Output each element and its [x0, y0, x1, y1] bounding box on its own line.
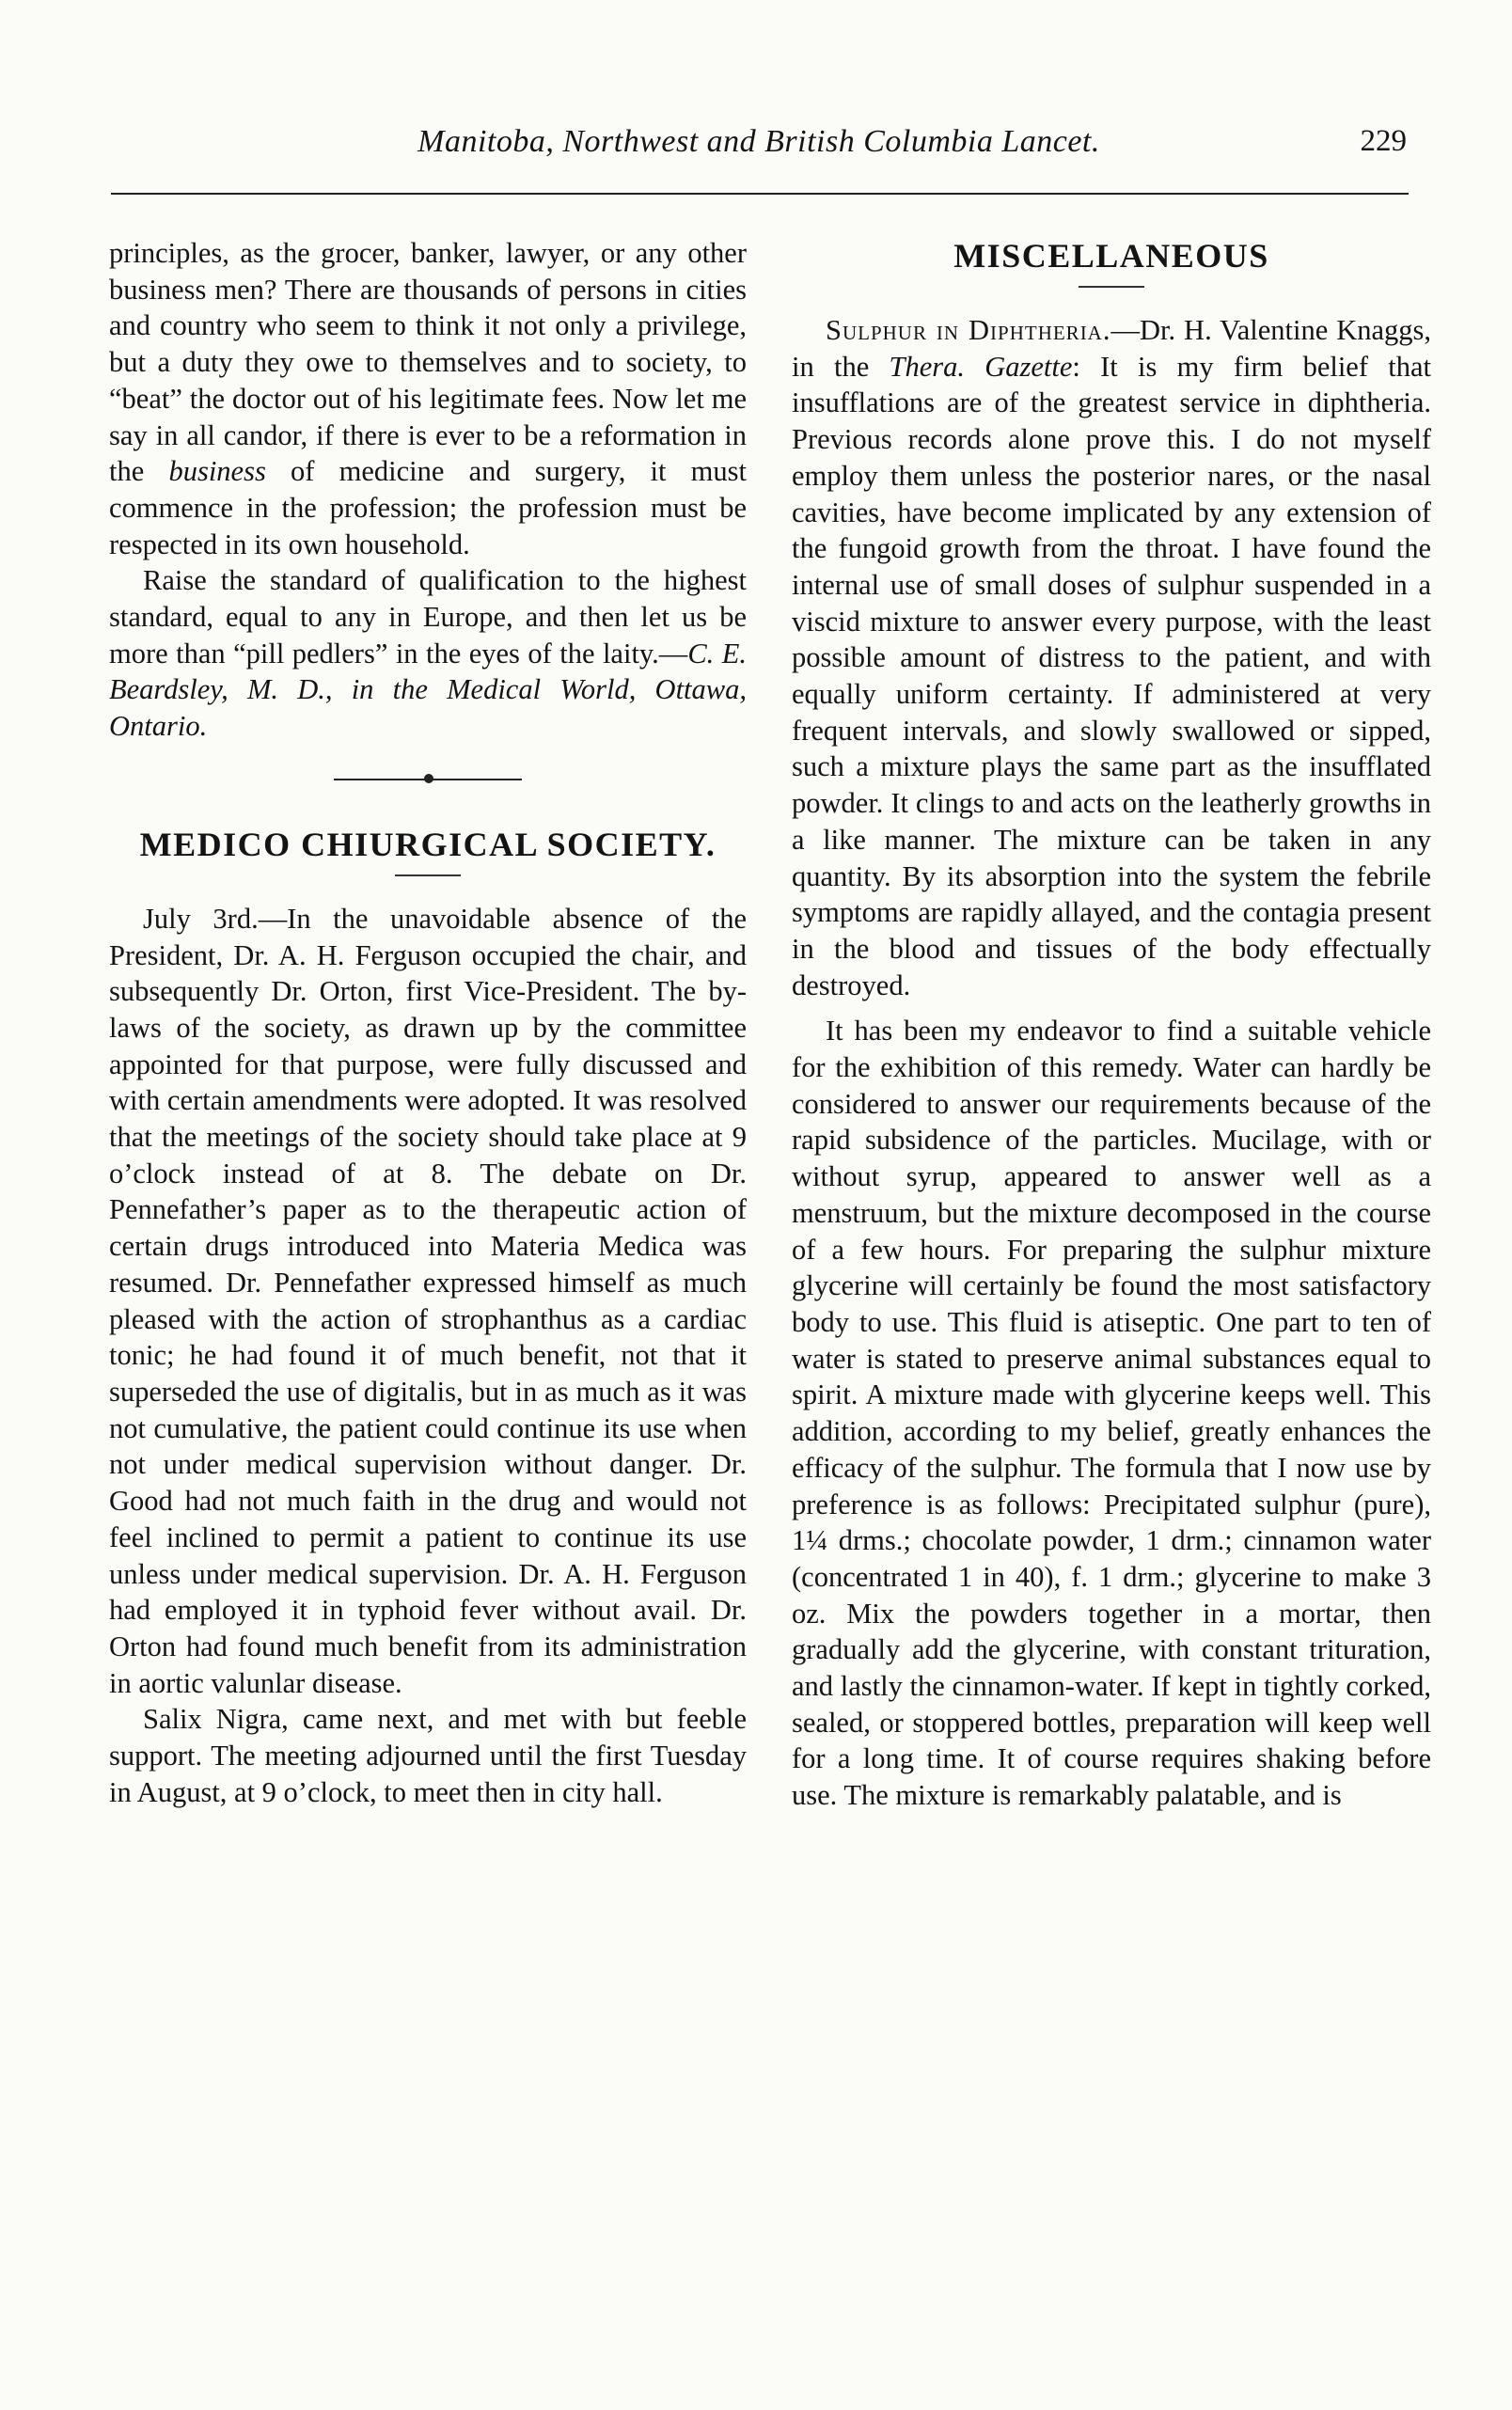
- paragraph-vehicle: It has been my endeavor to find a suitable vehicle for the exhibition of this remedy. Water can hardly be considered to answer our requirements because of the rapid subsidence of the particles. Mucilage, with or without syrup, appeared to answer well as a menstruum, but the mixture decomposed in the course of a few hours. For preparing the sulphur mixture glycerine will certainly be found the most satisfactory body to use. This fluid is atiseptic. One part to ten of water is stated to preserve animal substances equal to spirit. A mixture made with glycerine keeps well. This addition, according to my belief, greatly enhances the efficacy of the sulphur. The formula that I now use by preference is as follows: Precipitated sulphur (pure), 1¼ drms.; chocolate powder, 1 drm.; cinnamon water (concentrated 1 in 40), f. 1 drm.; glycerine to make 3 oz. Mix the powders together in a mortar, then gradually add the glycerine, with constant trituration, and lastly the cinnamon-water. If kept in tightly corked, sealed, or stoppered bottles, preparation will keep well for a long time. It of course requires shaking before use. The mixture is remarkably palatable, and is: [792, 1015, 1431, 1812]
- running-head: [111, 124, 1407, 171]
- article-lead: Sulphur in Diphtheria.: [826, 314, 1111, 346]
- header-rule: [111, 193, 1409, 195]
- ornament-divider: [334, 773, 522, 786]
- left-column: [109, 235, 747, 1810]
- paragraph-sulphur-diphtheria: Sulphur in Diphtheria.—Dr. H. Valentine Knaggs, in the Thera. Gazette: It is my firm belief that insufflations are of the greatest service in diphtheria. Previous records alone prove this. I do not myself employ them unless the posterior nares, or the nasal cavities, have become implicated by any extension of the fungoid growth from the throat. I have found the internal use of small doses of sulphur suspended in a viscid mixture to answer every purpose, with the least possible amount of distress to the patient, and with equally uniform certainty. If administered at very frequent intervals, and slowly swallowed or sipped, such a mixture plays the same part as the insufflated powder. It clings to and acts on the leatherly growths in a like manner. The mixture can be taken in any quantity. By its absorption into the system the febrile symptoms are rapidly allayed, and the contagia present in the blood and tissues of the body effectually destroyed.: [792, 314, 1431, 1001]
- right-column: [792, 235, 1431, 1814]
- emphasis-business: business: [168, 455, 266, 488]
- paragraph-salix-nigra: Salix Nigra, came next, and met with but feeble support. The meeting adjourned until the first Tuesday in August, at 9 o’clock, to meet then in city hall.: [109, 1703, 747, 1808]
- paragraph-principles: principles, as the grocer, banker, lawyer, or any other business men? There are thousands of persons in cities and country who seem to think it not only a privilege, but a duty they owe to themselves and to society, to “beat” the doctor out of his legitimate fees. Now let me say in all candor, if there is ever to be a reformation in the business of medicine and surgery, it must commence in the profession; the profession must be respected in its own household.: [109, 237, 747, 560]
- running-title: Manitoba, Northwest and British Columbia Lancet.: [417, 124, 1100, 159]
- section-title-miscellaneous: MISCELLANEOUS: [953, 237, 1269, 275]
- source-journal: Thera. Gazette: [889, 350, 1073, 383]
- paragraph-july-meeting: July 3rd.—In the unavoidable absence of the President, Dr. A. H. Ferguson occupied the chair, and subsequently Dr. Orton, first Vice-President. The by-laws of the society, as drawn up by the committee appointed for that purpose, were fully discussed and with certain amendments were adopted. It was resolved that the meetings of the society should take place at 9 o’clock instead of at 8. The debate on Dr. Pennefather’s paper as to the therapeutic action of certain drugs introduced into Materia Medica was resumed. Dr. Pennefather expressed himself as much pleased with the action of strophanthus as a cardiac tonic; he had found it of much benefit, not that it superseded the use of digitalis, but in as much as it was not cumulative, the patient could continue its use when not under medical supervision without danger. Dr. Good had not much faith in the drug and would not feel inclined to permit a patient to continue its use unless under medical supervision. Dr. A. H. Ferguson had employed it in typhoid fever without avail. Dr. Orton had found much benefit from its administration in aortic valunlar disease.: [109, 902, 747, 1699]
- section-title-medico-chiurgical: MEDICO CHIURGICAL SOCIETY.: [139, 825, 717, 863]
- heading-rule: [1079, 286, 1144, 288]
- page-number: 229: [1360, 124, 1407, 158]
- heading-rule: [395, 874, 461, 876]
- article-signature: C. E. Beardsley, M. D., in the Medical World, Ottawa, Ontario.: [109, 637, 747, 743]
- paragraph-raise-standard: Raise the standard of qualification to the highest standard, equal to any in Europe, and then let us be more than “pill pedlers” in the eyes of the laity.—C. E. Beardsley, M. D., in the Medical World, Ottawa, Ontario.: [109, 564, 747, 743]
